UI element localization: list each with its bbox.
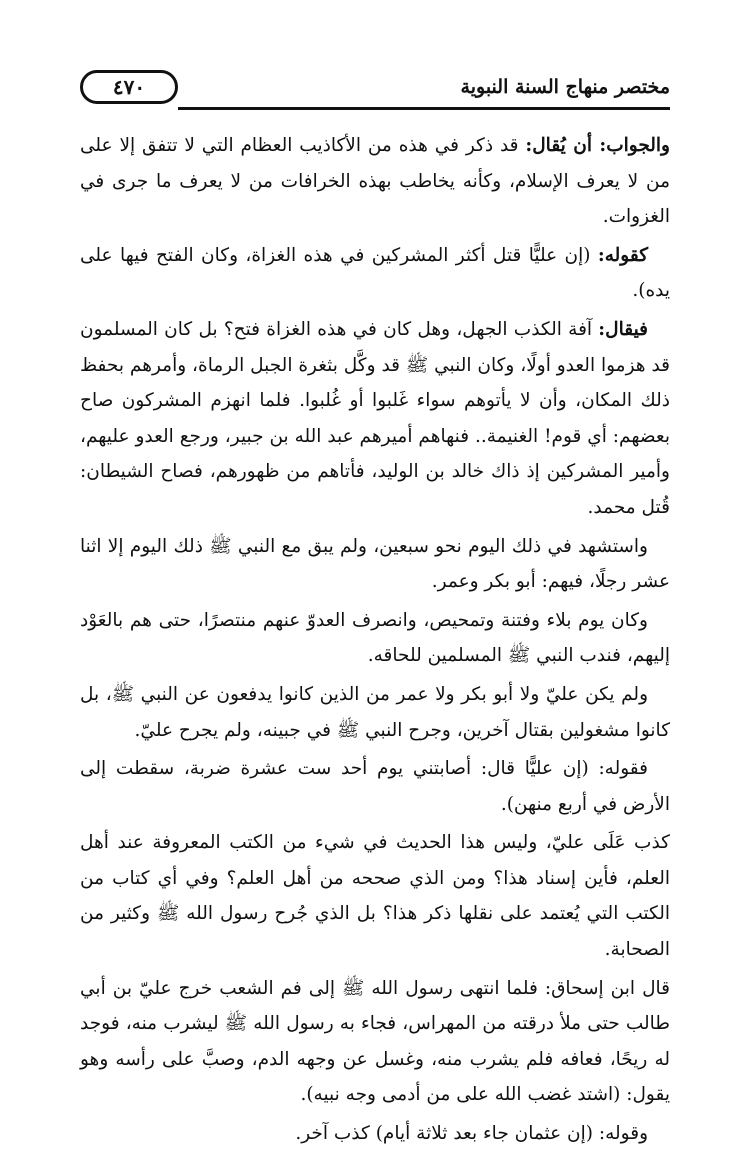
paragraph-9 bbox=[80, 971, 670, 1113]
paragraph-text: ولم يكن عليّ ولا أبو بكر ولا عمر من الذين كانوا يدفعون عن النبي ﷺ، بل كانوا مشغولين بقتال آخرين، وجرح النبي ﷺ في جبينه، ولم يجرح عليّ. bbox=[80, 683, 670, 741]
paragraph-lead: فيقال: bbox=[598, 318, 648, 340]
paragraph-10 bbox=[80, 1116, 670, 1152]
paragraph-text: كذب عَلَى عليّ، وليس هذا الحديث في شيء من الكتب المعروفة عند أهل العلم، فأين إسناد هذا؟ ومن الذي صححه من أهل العلم؟ وفي أي كتاب من الكتب التي يُعتمد على نقلها ذكر هذا؟ بل الذي جُرح رسول الله ﷺ وكثير من الصحابة. bbox=[80, 832, 670, 961]
paragraph-lead: كقوله: bbox=[597, 244, 648, 266]
paragraph-5 bbox=[80, 603, 670, 674]
paragraph-6 bbox=[80, 677, 670, 748]
page-number: ٤٧٠ bbox=[80, 70, 178, 104]
paragraph-7 bbox=[80, 751, 670, 822]
header-rule bbox=[178, 107, 670, 110]
page-body bbox=[80, 128, 670, 1155]
paragraph-text: قال ابن إسحاق: فلما انتهى رسول الله ﷺ إلى فم الشعب خرج عليّ بن أبي طالب حتى ملأ درقته من المهراس، فجاء به رسول الله ﷺ ليشرب منه، فوجد له ريحًا، فعافه فلم يشرب منه، وغسل عن وجهه الدم، وصبَّ على رأسه وهو يقول: (اشتد غضب الله على من أدمى وجه نبيه). bbox=[80, 977, 670, 1106]
page-header bbox=[80, 70, 670, 112]
paragraph-lead: والجواب: أن يُقال: bbox=[525, 135, 670, 156]
paragraph-text: وقوله: (إن عثمان جاء بعد ثلاثة أيام) كذب آخر. bbox=[295, 1123, 648, 1145]
paragraph-text: وكان يوم بلاء وفتنة وتمحيص، وانصرف العدوّ عنهم منتصرًا، حتى هم بالعَوْد إليهم، فندب النبي ﷺ المسلمين للحاقه. bbox=[80, 609, 670, 667]
paragraph-8 bbox=[80, 825, 670, 967]
paragraph-3 bbox=[80, 312, 670, 526]
paragraph-text: (إن عليًّا قتل أكثر المشركين في هذه الغزاة، وكان الفتح فيها على يده). bbox=[80, 244, 670, 302]
running-title: مختصر منهاج السنة النبوية bbox=[460, 76, 670, 98]
paragraph-2 bbox=[80, 238, 670, 309]
paragraph-1 bbox=[80, 128, 670, 235]
paragraph-text: قد ذكر في هذه من الأكاذيب العظام التي لا تتفق إلا على من لا يعرف الإسلام، وكأنه يخاطب بهذه الخرافات من لا يعرف ما جرى في الغزوات. bbox=[80, 135, 670, 228]
paragraph-text: آفة الكذب الجهل، وهل كان في هذه الغزاة فتح؟ بل كان المسلمون قد هزموا العدو أولًا، وكان النبي ﷺ قد وكَّل بثغرة الجبل الرماة، وأمرهم بحفظ ذلك المكان، وأن لا يأتوهم سواء غَلبوا أو غُلبوا. فلما انهزم المشركون صاح بعضهم: أي قوم! الغنيمة.. فنهاهم أميرهم عبد الله بن جبير، ورجع العدو عليهم، وأمير المشركين إذ ذاك خالد بن الوليد، فأتاهم من ظهورهم، فصاح الشيطان: قُتل محمد. bbox=[80, 318, 670, 518]
paragraph-4 bbox=[80, 529, 670, 600]
paragraph-text: واستشهد في ذلك اليوم نحو سبعين، ولم يبق مع النبي ﷺ ذلك اليوم إلا اثنا عشر رجلًا، فيهم: أبو بكر وعمر. bbox=[80, 535, 670, 593]
paragraph-text: فقوله: (إن عليًّا قال: أصابتني يوم أحد ست عشرة ضربة، سقطت إلى الأرض في أربع منهن). bbox=[80, 758, 670, 815]
